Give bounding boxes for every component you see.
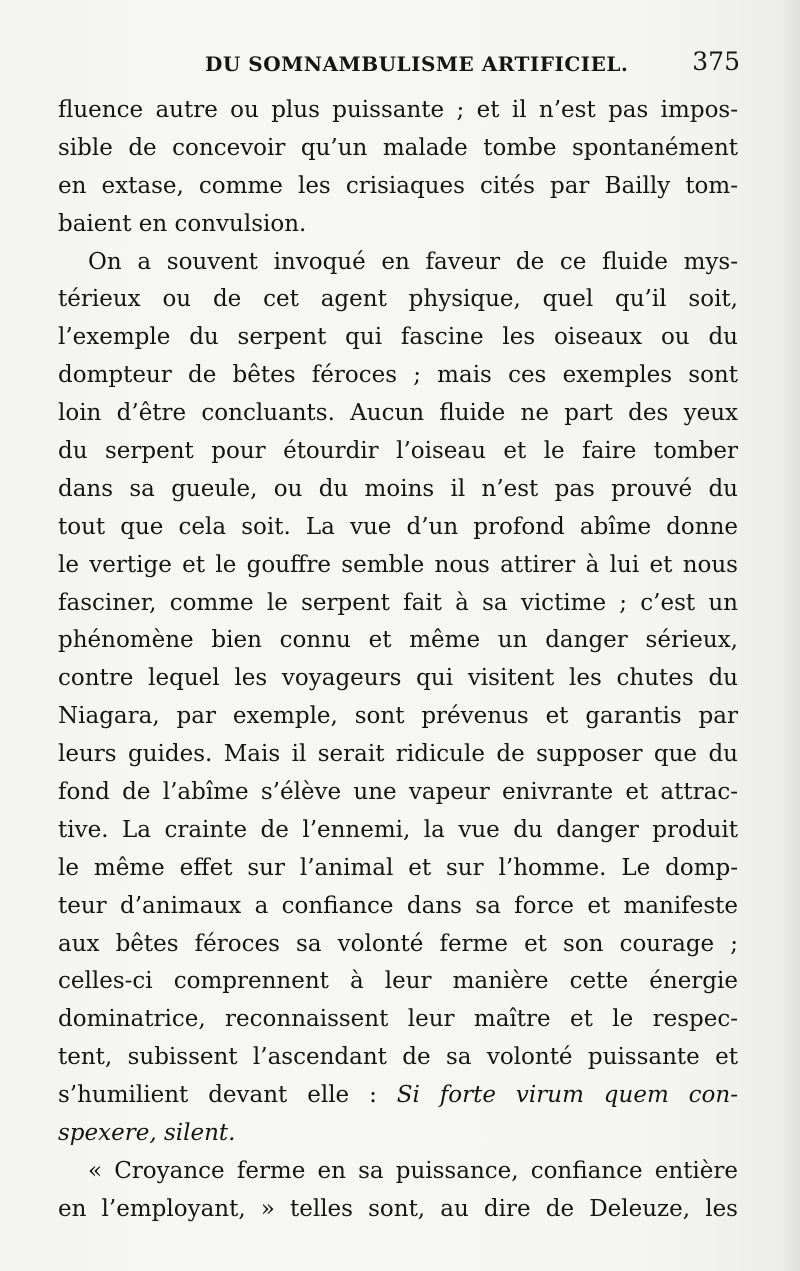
text-line: térieux ou de cet agent physique, quel qu’il soit, — [58, 286, 738, 313]
latin-quote: Si forte virum quem con- — [396, 1082, 738, 1109]
text-line: tent, subissent l’ascendant de sa volonté puissante et — [58, 1044, 738, 1071]
text-line: sible de concevoir qu’un malade tombe spontanément — [58, 134, 738, 161]
page-number: 375 — [692, 47, 740, 76]
text-segment: s’humilient devant elle : — [58, 1082, 397, 1109]
text-line: fasciner, comme le serpent fait à sa victime ; c’est un — [58, 589, 738, 616]
text-line: baient en convulsion. — [58, 210, 307, 237]
text-line: teur d’animaux a confiance dans sa force et manifeste — [58, 892, 738, 919]
text-line: leurs guides. Mais il serait ridicule de supposer que du — [58, 741, 738, 768]
page-edge-shadow — [778, 0, 800, 1271]
text-line: l’exemple du serpent qui fascine les oiseaux ou du — [58, 324, 738, 351]
running-title: DU SOMNAMBULISME ARTIFICIEL. — [205, 52, 629, 76]
text-line: en l’employant, » telles sont, au dire de Deleuze, les — [58, 1195, 738, 1222]
text-line: du serpent pour étourdir l’oiseau et le faire tomber — [58, 438, 738, 465]
text-line: le vertige et le gouffre semble nous attirer à lui et nous — [58, 551, 738, 578]
text-line: en extase, comme les crisiaques cités par Bailly tom- — [58, 172, 738, 199]
text-line — [58, 1077, 738, 1115]
text-line: contre lequel les voyageurs qui visitent les chutes du — [58, 665, 738, 692]
text-line: tive. La crainte de l’ennemi, la vue du danger produit — [58, 816, 738, 843]
text-line: loin d’être concluants. Aucun fluide ne part des yeux — [58, 400, 738, 427]
text-line: phénomène bien connu et même un danger sérieux, — [58, 627, 738, 654]
text-line: On a souvent invoqué en faveur de ce fluide mys- — [88, 248, 738, 275]
text-line: fond de l’abîme s’élève une vapeur enivrante et attrac- — [58, 779, 738, 806]
text-line: dompteur de bêtes féroces ; mais ces exemples sont — [58, 362, 738, 389]
text-line — [58, 1115, 738, 1153]
text-line: le même effet sur l’animal et sur l’homme. Le domp- — [58, 854, 738, 881]
text-line: dans sa gueule, ou du moins il n’est pas prouvé du — [58, 475, 738, 502]
text-line: dominatrice, reconnaissent leur maître et le respec- — [58, 1006, 738, 1033]
latin-quote: spexere, silent. — [58, 1120, 236, 1147]
text-line: celles-ci comprennent à leur manière cette énergie — [58, 968, 738, 995]
body-text — [58, 92, 738, 1229]
text-line: « Croyance ferme en sa puissance, confiance entière — [88, 1157, 738, 1184]
text-line: fluence autre ou plus puissante ; et il n’est pas impos- — [58, 97, 738, 123]
text-line: tout que cela soit. La vue d’un profond abîme donne — [58, 513, 738, 540]
text-line: Niagara, par exemple, sont prévenus et garantis par — [58, 703, 738, 730]
text-line: aux bêtes féroces sa volonté ferme et son courage ; — [58, 930, 738, 957]
page-header — [60, 42, 740, 82]
